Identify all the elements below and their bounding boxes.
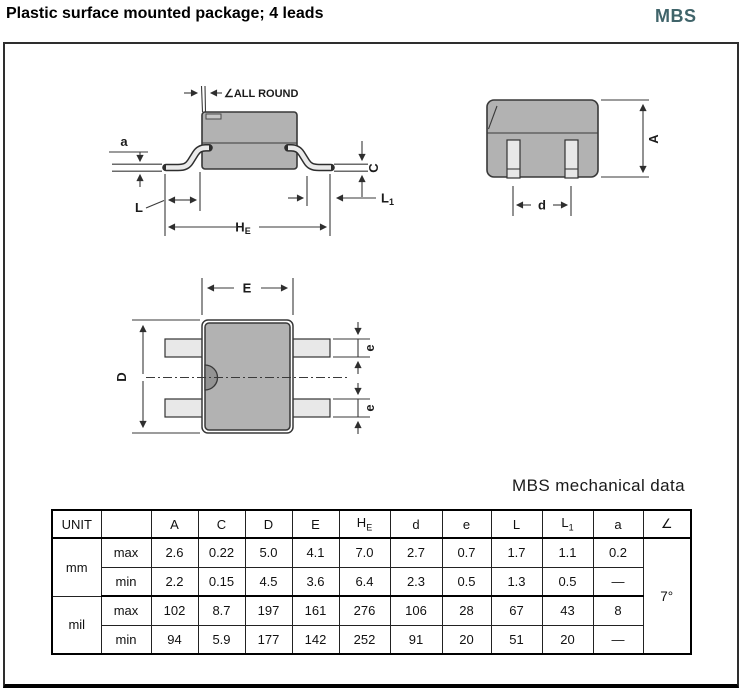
cell: 43 xyxy=(542,596,593,625)
lead-front-left xyxy=(507,140,520,178)
label-HE: HE xyxy=(235,219,251,236)
lead-top-right xyxy=(290,339,330,357)
cell: 51 xyxy=(491,625,542,654)
cell: 0.2 xyxy=(593,538,643,567)
top-view-drawing xyxy=(132,278,370,434)
cell: 4.1 xyxy=(292,538,339,567)
package-body-front xyxy=(487,100,598,177)
cell: — xyxy=(593,567,643,596)
package-code: MBS xyxy=(655,6,697,26)
table-caption: MBS mechanical data xyxy=(512,476,685,495)
cell: 8.7 xyxy=(198,596,245,625)
header-e: e xyxy=(442,510,491,538)
label-L1: L1 xyxy=(381,190,394,207)
row-mil-max xyxy=(52,596,691,625)
header-D: D xyxy=(245,510,292,538)
header-unit: UNIT xyxy=(52,510,101,538)
cell: 28 xyxy=(442,596,491,625)
cell: 276 xyxy=(339,596,390,625)
label-C: C xyxy=(366,163,381,173)
row-mm-max xyxy=(52,538,691,567)
row-label: min xyxy=(101,567,151,596)
cell-angle: 7° xyxy=(643,538,691,654)
header-L1: $L_1$ xyxy=(542,510,593,538)
cell: 252 xyxy=(339,625,390,654)
cell: 2.6 xyxy=(151,538,198,567)
cell: 94 xyxy=(151,625,198,654)
cell: 1.7 xyxy=(491,538,542,567)
index-mark xyxy=(206,114,221,119)
cell: 5.9 xyxy=(198,625,245,654)
cell: 2.7 xyxy=(390,538,442,567)
cell: 0.22 xyxy=(198,538,245,567)
lead-front-right xyxy=(565,140,578,178)
cell: 2.3 xyxy=(390,567,442,596)
label-L: L xyxy=(135,200,143,215)
label-e-bottom: e xyxy=(362,404,377,412)
row-label: max xyxy=(101,538,151,567)
package-body-side xyxy=(202,112,297,169)
cell: 161 xyxy=(292,596,339,625)
cell: 1.3 xyxy=(491,567,542,596)
row-label: max xyxy=(101,596,151,625)
header-blank xyxy=(101,510,151,538)
row-label: min xyxy=(101,625,151,654)
header-a: a xyxy=(593,510,643,538)
label-a: a xyxy=(120,134,128,149)
cell: 6.4 xyxy=(339,567,390,596)
lead-top-left xyxy=(165,339,203,357)
header-d: d xyxy=(390,510,442,538)
cell: 0.15 xyxy=(198,567,245,596)
cell: 5.0 xyxy=(245,538,292,567)
label-d: d xyxy=(538,197,546,213)
cell: 7.0 xyxy=(339,538,390,567)
row-mm-min xyxy=(52,567,691,596)
row-mil-min xyxy=(52,625,691,654)
label-D: D xyxy=(114,372,129,382)
cell: 0.5 xyxy=(542,567,593,596)
cell: 20 xyxy=(442,625,491,654)
front-view-drawing xyxy=(487,100,649,216)
cell: — xyxy=(593,625,643,654)
cell: 102 xyxy=(151,596,198,625)
header-C: C xyxy=(198,510,245,538)
header-E: E xyxy=(292,510,339,538)
lead-bottom-left xyxy=(165,399,203,417)
page-title: Plastic surface mounted package; 4 leads xyxy=(6,5,324,22)
cell: 8 xyxy=(593,596,643,625)
cell: 67 xyxy=(491,596,542,625)
cell: 106 xyxy=(390,596,442,625)
side-view-drawing xyxy=(109,86,376,236)
header-angle: ∠ xyxy=(643,510,691,538)
cell: 2.2 xyxy=(151,567,198,596)
cell: 177 xyxy=(245,625,292,654)
cell: 1.1 xyxy=(542,538,593,567)
cell: 4.5 xyxy=(245,567,292,596)
cell: 142 xyxy=(292,625,339,654)
header-L: L xyxy=(491,510,542,538)
header-A: A xyxy=(151,510,198,538)
label-e-top: e xyxy=(362,344,377,352)
cell: 91 xyxy=(390,625,442,654)
mechanical-data-table xyxy=(51,509,692,655)
table-header-row xyxy=(52,510,691,538)
cell: 20 xyxy=(542,625,593,654)
unit-mil: mil xyxy=(52,596,101,654)
lead-bottom-right xyxy=(290,399,330,417)
cell: 197 xyxy=(245,596,292,625)
cell: 3.6 xyxy=(292,567,339,596)
label-A: A xyxy=(646,134,661,144)
label-all-round: ∠ALL ROUND xyxy=(224,88,299,100)
cell: 0.5 xyxy=(442,567,491,596)
unit-mm: mm xyxy=(52,538,101,596)
label-E: E xyxy=(242,280,252,296)
cell: 0.7 xyxy=(442,538,491,567)
header-HE: $H_E$ xyxy=(339,510,390,538)
